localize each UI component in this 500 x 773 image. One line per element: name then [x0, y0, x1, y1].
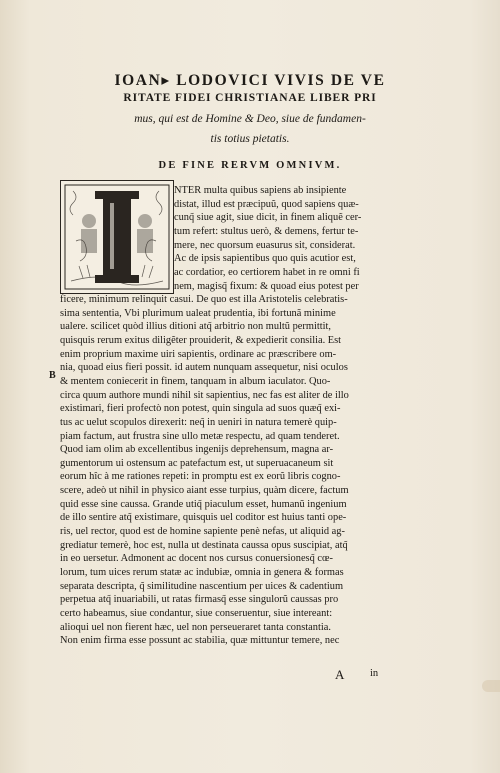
text-line: ficere, minimum relinquit casui. De quo est illa Aristotelis celebratis-	[60, 294, 348, 305]
text-line: existimari, fieri profectò non potest, quin singula ad suos quæq̃ exi-	[60, 403, 341, 415]
text-line: gumentorum ui ostensum ac patefactum est, ut superuacaneum sit	[60, 457, 334, 469]
text-line: lorum, tum uices rerum statæ ac indubiæ, omnia in genera & formas	[60, 567, 344, 578]
catchword: in	[370, 668, 379, 679]
text-line: perpetua atq̃ inuariabili, ut ratas firmasq̃ esse singulorũ caussas pro	[60, 594, 339, 606]
text-line: distat, illud est præcipuũ, quod sapiens quæ-	[174, 198, 359, 210]
text-line: sima sententia, Vbi plurimum ualeat prudentia, ibi fortunã minime	[60, 307, 336, 319]
section-title: DE FINE RERVM OMNIVM.	[158, 160, 342, 171]
text-line: Quod iam olim ab excellentibus ingenijs deprehensum, magna ar-	[60, 444, 334, 456]
text-line: piam factum, aut frustra sine ullo metæ respectu, ad quam tenderet.	[60, 430, 340, 442]
running-title-line-1: IOAN▸ LODOVICI VIVIS DE VE	[114, 72, 386, 89]
marginal-note: B	[49, 370, 56, 381]
text-line: & mentem coniecerit in finem, tanquam in album iaculator. Quo-	[60, 375, 331, 387]
text-line: enim proprium maxime uiri sapientis, ordinare ac præscribere om-	[60, 348, 337, 360]
signature-mark: A	[335, 667, 345, 682]
decorated-initial-i	[60, 180, 174, 294]
text-line: ualere. scilicet quòd illius ditioni atq̃ arbitrio non multũ permittit,	[60, 321, 331, 333]
text-line: circa quum authore mundi nihil sit sapientius, nec fas est aliter de illo	[60, 389, 349, 401]
text-line: quid esse sine caussa. Grande utiq̃ piaculum esset, humanũ ingenium	[60, 498, 347, 510]
running-title-line-4: tis totius pietatis.	[210, 133, 290, 145]
text-line: tus ac uelut scopulos direxerit: neq̃ in ueniri in natura temerè quip-	[60, 416, 337, 428]
text-line: alioqui uel non fierent hæc, uel non perseueraret tanta constantia.	[60, 621, 331, 633]
running-title-line-2: RITATE FIDEI CHRISTIANAE LIBER PRI	[123, 92, 377, 104]
text-line: cunq̃ siue agit, siue dicit, in finem aliquẽ cer-	[174, 212, 362, 224]
text-line: Non enim firma esse possunt ac stabilia, quæ mittuntur temere, nec	[60, 635, 340, 647]
text-line: certo habeamus, siue condantur, siue conseruentur, siue intereant:	[60, 607, 333, 619]
page-edge-mark	[482, 680, 500, 692]
running-title-line-3: mus, qui est de Homine & Deo, siue de fundamen-	[134, 113, 366, 125]
text-line: scere, adeò ut nihil in physico aiant esse turpius, quàm dicere, factum	[60, 485, 349, 497]
woodcut-initial-image	[61, 181, 173, 293]
text-line: ac cordatior, eo certiorem habet in re omni fi	[174, 266, 360, 278]
text-line: Ac de ipsis sapientibus quo quis acutior est,	[174, 253, 356, 265]
text-line: grediatur temerè, hoc est, nulla ut destinata caussa opus suscipiat, atq̃	[60, 539, 348, 551]
text-line: tum refert: stultus uerò, & demens, fertur te-	[174, 225, 359, 237]
text-line: ris, uel rector, quod est de homine sapiente penè nefas, ut aliquid ag-	[60, 526, 345, 538]
text-line: mere, nec quorsum euasurus sit, considerat.	[174, 239, 356, 251]
text-line: in eo uersetur. Admonent ac docent nos cursus conuersionesq̃ cœ-	[60, 553, 333, 565]
text-line: separata descripta, q̃ similitudine nascentium per uices & cadentium	[60, 580, 344, 592]
text-line: quisquis rerum exitus diligẽter prouiderit, & expedierit consilia. Est	[60, 334, 342, 346]
text-line: nem, magisq̃ fixum: & quoad eius potest per	[174, 280, 359, 292]
text-line: eorum hîc à me rationes repeti: in promptu est ex eorũ libris cogno-	[60, 471, 341, 483]
text-line: nia, quoad eius fieri possit. id autem nunquam assequetur, nisi oculos	[60, 362, 348, 374]
text-line: NTER multa quibus sapiens ab insipiente	[174, 185, 347, 196]
text-line: de illo sentire atq̃ existimare, quisquis uel coditor est huius tanti ope-	[60, 512, 347, 524]
